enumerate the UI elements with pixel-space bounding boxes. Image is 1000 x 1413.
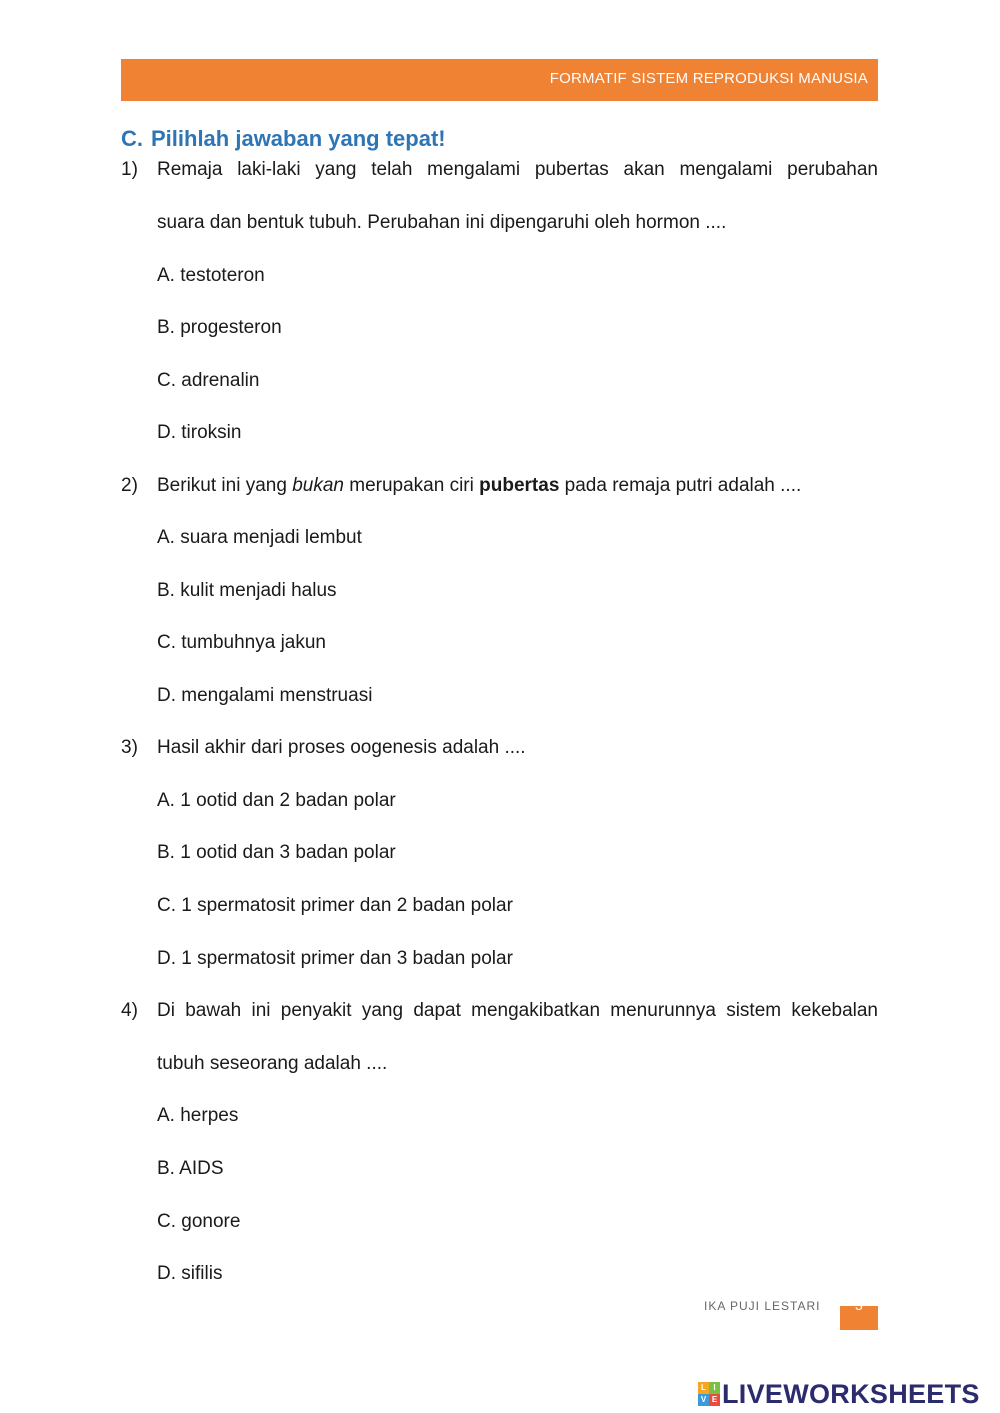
- section-heading: [121, 126, 446, 152]
- page-number: 3: [855, 1297, 863, 1313]
- footer-author: [704, 1299, 830, 1316]
- header-bar: [121, 59, 878, 101]
- answer-option[interactable]: A. herpes: [157, 1105, 239, 1126]
- logo-letter: I: [709, 1382, 720, 1394]
- answer-option[interactable]: A. suara menjadi lembut: [157, 527, 362, 548]
- emphasis-text: bukan: [292, 475, 344, 496]
- text-segment: merupakan ciri: [343, 475, 480, 496]
- answer-option[interactable]: C. tumbuhnya jakun: [157, 632, 326, 653]
- liveworksheets-brand[interactable]: [698, 1378, 980, 1410]
- answer-option[interactable]: C. 1 spermatosit primer dan 2 badan polar: [157, 895, 513, 916]
- text-segment: pada remaja putri adalah ....: [559, 475, 802, 496]
- answer-option[interactable]: A. testoteron: [157, 265, 265, 286]
- answer-option[interactable]: C. adrenalin: [157, 370, 260, 391]
- bold-text: pubertas: [479, 475, 560, 496]
- question-number: 2): [121, 475, 138, 496]
- section-letter: C.: [121, 126, 143, 151]
- question-text: suara dan bentuk tubuh. Perubahan ini dipengaruhi oleh hormon ....: [157, 212, 727, 233]
- question-text: Hasil akhir dari proses oogenesis adalah ....: [157, 737, 526, 758]
- logo-letter: L: [698, 1382, 709, 1394]
- question-text: Di bawah ini penyakit yang dapat mengakibatkan menurunnya sistem kekebalan: [157, 1000, 878, 1021]
- footer-author-text: IKA PUJI LESTARI: [704, 1299, 821, 1313]
- question-text: tubuh seseorang adalah ....: [157, 1053, 388, 1074]
- answer-option[interactable]: B. 1 ootid dan 3 badan polar: [157, 842, 396, 863]
- logo-letter: V: [698, 1394, 709, 1406]
- answer-option[interactable]: C. gonore: [157, 1211, 241, 1232]
- answer-option[interactable]: A. 1 ootid dan 2 badan polar: [157, 790, 396, 811]
- question-number: 4): [121, 1000, 138, 1021]
- answer-option[interactable]: B. kulit menjadi halus: [157, 580, 337, 601]
- text-segment: Berikut ini yang: [157, 475, 293, 496]
- document-title: FORMATIF SISTEM REPRODUKSI MANUSIA: [549, 70, 868, 87]
- section-title: Pilihlah jawaban yang tepat!: [151, 126, 446, 151]
- page-number-tab: [840, 1297, 878, 1330]
- answer-option[interactable]: D. tiroksin: [157, 422, 242, 443]
- question-number: 3): [121, 737, 138, 758]
- logo-letter: E: [709, 1394, 720, 1406]
- answer-option[interactable]: D. mengalami menstruasi: [157, 685, 373, 706]
- answer-option[interactable]: D. 1 spermatosit primer dan 3 badan polar: [157, 948, 513, 969]
- question-text: Remaja laki-laki yang telah mengalami pubertas akan mengalami perubahan: [157, 159, 878, 180]
- brand-name: LIVEWORKSHEETS: [722, 1378, 980, 1409]
- question-number: 1): [121, 159, 138, 180]
- answer-option[interactable]: B. progesteron: [157, 317, 282, 338]
- answer-option[interactable]: D. sifilis: [157, 1263, 223, 1284]
- question-text: [157, 474, 801, 498]
- liveworksheets-logo-icon: [698, 1382, 720, 1406]
- answer-option[interactable]: B. AIDS: [157, 1158, 224, 1179]
